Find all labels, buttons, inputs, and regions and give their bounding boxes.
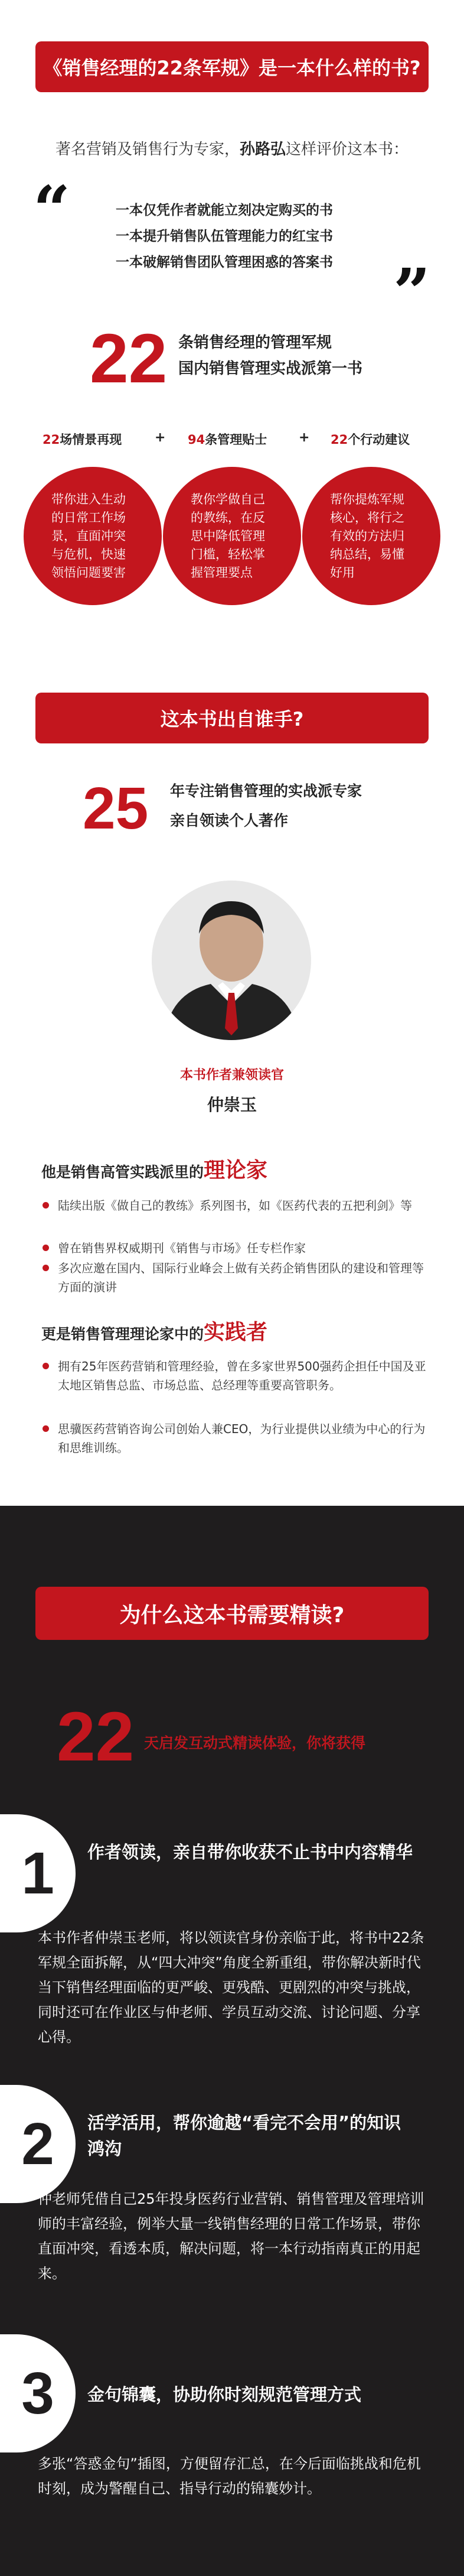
stat-actions [331,430,410,448]
benefit-circle-text: 教你学做自己的教练，在反思中降低管理门槛，轻松掌握管理要点 [191,492,265,580]
quote-list [116,197,387,275]
intro-expert-name: 孙路弘 [239,141,286,158]
quote-line: 一本仅凭作者就能立刻决定购买的书 [116,203,333,218]
item-number: 3 [21,2360,54,2426]
stat-actions-number: 22 [331,433,348,447]
item-number: 1 [21,1840,54,1906]
benefit-circle-text: 带你进入生动的日常工作场景，直面冲突与危机，快速领悟问题要害 [51,492,126,580]
practitioner-heading-highlight: 实践者 [204,1320,268,1344]
bullet-dot-icon [43,1363,49,1369]
stats-row [0,430,464,454]
theorist-heading-prefix: 他是销售高管实践派里的 [41,1164,204,1181]
item-body: 本书作者仲崇玉老师，将以领读官身份亲临于此，将书中22条军规全面拆解，从“四大冲突”角度全新重组，带你解决新时代当下销售经理面临的更严峻、更残酷、更剧烈的冲突与挑战，同时还可在作业区与仲老师、学员互动交流、讨论问题、分享心得。 [38,1929,424,2045]
theorist-bullet-text: 多次应邀在国内、国际行业峰会上做有关药企销售团队的建设和管理等方面的演讲 [58,1261,424,1294]
stat-scenes-label: 场情景再现 [60,433,122,447]
stat-tips [188,430,267,448]
benefit-circle [302,467,440,605]
practitioner-heading-prefix: 更是销售管理理论家中的 [41,1326,204,1343]
stat-tips-label: 条管理贴士 [205,433,267,447]
item-body: 仲老师凭借自己25年投身医药行业营销、销售管理及管理培训师的丰富经验，例举大量一线销售经理的日常工作场景，带你直面冲突，看透本质，解决问题，将一本行动指南真正的用起来。 [38,2191,424,2282]
close-quote-icon: ” [393,254,431,330]
benefit-circle-text: 帮你提炼军规核心，将行之有效的方法归纳总结，易懂好用 [330,492,404,580]
intro-suffix: 这样评价这本书： [286,141,409,158]
author-portrait [152,881,311,1040]
theorist-bullet [43,1239,432,1258]
practitioner-bullet-text: 拥有25年医药营销和管理经验，曾在多家世界500强药企担任中国及亚太地区销售总监、市场总监、总经理等重要高管职务。 [58,1359,426,1392]
stat-scenes [43,430,122,448]
why-read-banner [35,1587,429,1640]
author-role: 本书作者兼领读官 [179,1068,284,1083]
years-line-1: 年专注销售管理的实战派专家 [170,782,362,800]
item-title: 活学活用，帮你逾越“看完不会用”的知识鸿沟 [87,2113,401,2159]
benefit-circle [24,467,162,605]
quote-line: 一本破解销售团队管理困惑的答案书 [116,255,333,270]
rules-number: 22 [90,320,168,398]
item-body: 多张“答惑金句”插图，方便留存汇总，在今后面临挑战和危机时刻，成为警醒自己、指导行动的锦囊妙计。 [38,2455,421,2497]
stat-actions-label: 个行动建议 [348,433,410,447]
author-question-banner-text: 这本书出自谁手? [160,708,304,730]
item-title: 作者领读，亲自带你收获不止书中内容精华 [87,1842,413,1862]
bullet-dot-icon [43,1245,49,1251]
item-title: 金句锦囊，协助你时刻规范管理方式 [87,2385,362,2405]
book-question-banner-text: 《销售经理的22条军规》是一本什么样的书? [43,57,421,79]
rules-line-2: 国内销售管理实战派第一书 [178,360,363,378]
bullet-dot-icon [43,1425,49,1432]
theorist-bullet [43,1259,432,1297]
intro-line [0,137,464,159]
bullet-dot-icon [43,1202,49,1209]
practitioner-bullet [43,1419,432,1457]
benefit-circle [163,467,301,605]
days-number: 22 [57,1698,135,1776]
bullet-dot-icon [43,1265,49,1271]
plus-sign: + [299,430,310,445]
theorist-heading [41,1154,267,1184]
theorist-bullet [43,1196,432,1215]
rules-headline [178,330,362,382]
theorist-bullet-text: 曾在销售界权威期刊《销售与市场》任专栏作家 [58,1241,306,1255]
why-read-banner-text: 为什么这本书需要精读? [119,1603,345,1628]
practitioner-heading [41,1315,267,1346]
open-quote-icon: “ [33,171,71,248]
quote-line: 一本提升销售队伍管理能力的红宝书 [116,229,333,244]
practitioner-bullet-text: 思骥医药营销咨询公司创始人兼CEO，为行业提供以业绩为中心的行为和思维训练。 [58,1422,426,1455]
days-text: 天启发互动式精读体验，你将获得 [144,1734,366,1752]
theorist-bullet-text: 陆续出版《做自己的教练》系列图书，如《医药代表的五把利剑》等 [58,1198,412,1213]
plus-sign: + [155,430,166,445]
book-question-banner [35,41,429,92]
stat-tips-number: 94 [188,433,205,447]
stat-scenes-number: 22 [43,433,60,447]
item-number: 2 [21,2110,54,2177]
theorist-heading-highlight: 理论家 [204,1158,268,1183]
years-line-2: 亲自领读个人著作 [170,812,289,829]
rules-line-1: 条销售经理的管理军规 [178,334,332,352]
author-silhouette-icon [152,881,311,1040]
author-question-banner [35,693,429,743]
intro-prefix: 著名营销及销售行为专家， [55,141,240,158]
author-name: 仲崇玉 [207,1095,257,1115]
years-number: 25 [83,775,149,842]
practitioner-bullet [43,1357,432,1395]
